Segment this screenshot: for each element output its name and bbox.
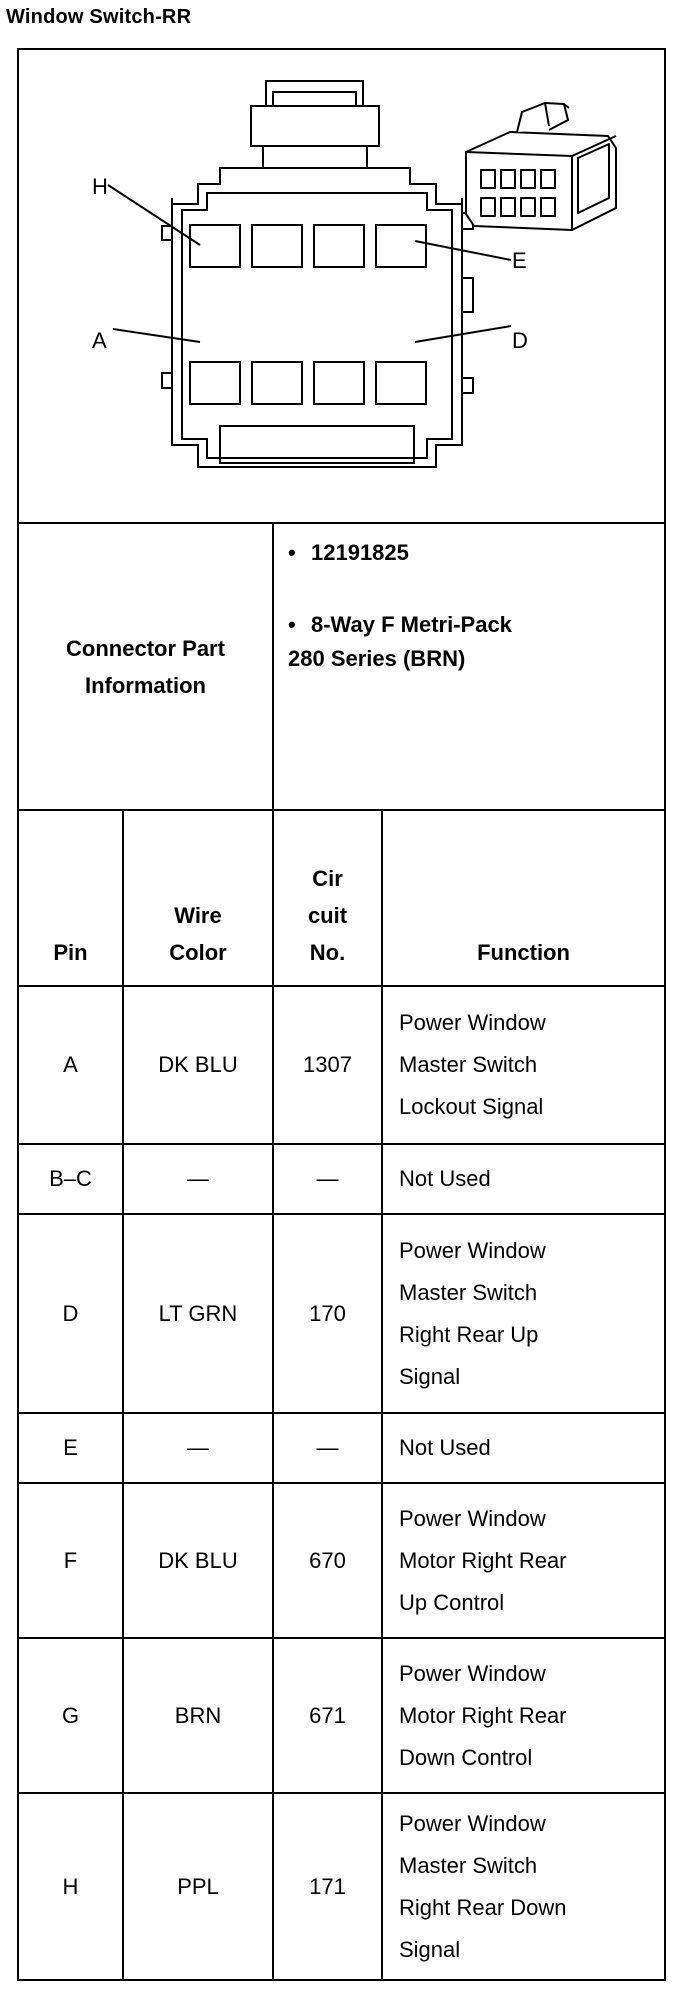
wire-color-cell: DK BLU xyxy=(158,1052,238,1077)
header-function: Function xyxy=(477,940,570,965)
pin-cell: A xyxy=(63,1052,78,1077)
wire-color-cell: — xyxy=(187,1435,209,1460)
wire-color-cell: BRN xyxy=(174,1702,222,1728)
description-row: • 8-Way F Metri-Pack xyxy=(274,608,664,642)
circuit-cell: 671 xyxy=(309,1702,346,1728)
wire-color-cell: LT GRN xyxy=(158,1300,238,1326)
connector-description-line1: 8-Way F Metri-Pack xyxy=(311,612,512,637)
connector-face-drawing xyxy=(17,48,666,524)
header-circuit: Cir cuit No. xyxy=(307,866,348,965)
wire-color-cell: — xyxy=(187,1166,209,1191)
circuit-cell: — xyxy=(316,1435,339,1460)
pin-label-d: D xyxy=(512,328,528,353)
page-title: Window Switch-RR xyxy=(6,6,192,28)
pin-cell: D xyxy=(62,1300,79,1326)
function-cell: Power Window Motor Right Rear Down Control xyxy=(399,1660,567,1770)
circuit-cell: 670 xyxy=(309,1547,346,1573)
circuit-cell: 1307 xyxy=(303,1052,352,1077)
function-cell: Power Window Master Switch Lockout Signal xyxy=(399,1010,546,1119)
pin-cell: G xyxy=(61,1702,80,1728)
function-cell: Power Window Master Switch Right Rear Up Signal xyxy=(399,1237,546,1389)
pin-cell: B–C xyxy=(49,1166,92,1191)
pin-cell: F xyxy=(63,1547,78,1573)
circuit-cell: 171 xyxy=(309,1873,346,1899)
connector-diagram xyxy=(17,48,666,524)
part-number-row: • 12191825 xyxy=(274,536,664,570)
connector-description-line2: 280 Series (BRN) xyxy=(288,646,466,671)
function-cell: Not Used xyxy=(399,1166,491,1191)
circuit-cell: — xyxy=(316,1166,339,1191)
pin-label-e: E xyxy=(512,248,527,273)
connector-info-label: Connector Part Information xyxy=(66,635,225,698)
header-pin: Pin xyxy=(53,940,88,965)
connector-info-details xyxy=(274,536,664,676)
function-cell: Not Used xyxy=(399,1435,491,1460)
function-cell: Power Window Motor Right Rear Up Control xyxy=(399,1505,567,1615)
header-wire-color: Wire Color xyxy=(169,903,227,965)
pin-cell: H xyxy=(62,1873,79,1899)
pin-label-a: A xyxy=(92,328,107,353)
wire-color-cell: PPL xyxy=(177,1873,219,1899)
pin-cell: E xyxy=(63,1435,78,1460)
function-cell: Power Window Master Switch Right Rear Down Signal xyxy=(399,1810,567,1962)
part-number: 12191825 xyxy=(311,540,409,565)
wire-color-cell: DK BLU xyxy=(158,1547,238,1573)
circuit-cell: 170 xyxy=(309,1300,346,1326)
pin-label-h: H xyxy=(92,174,108,199)
